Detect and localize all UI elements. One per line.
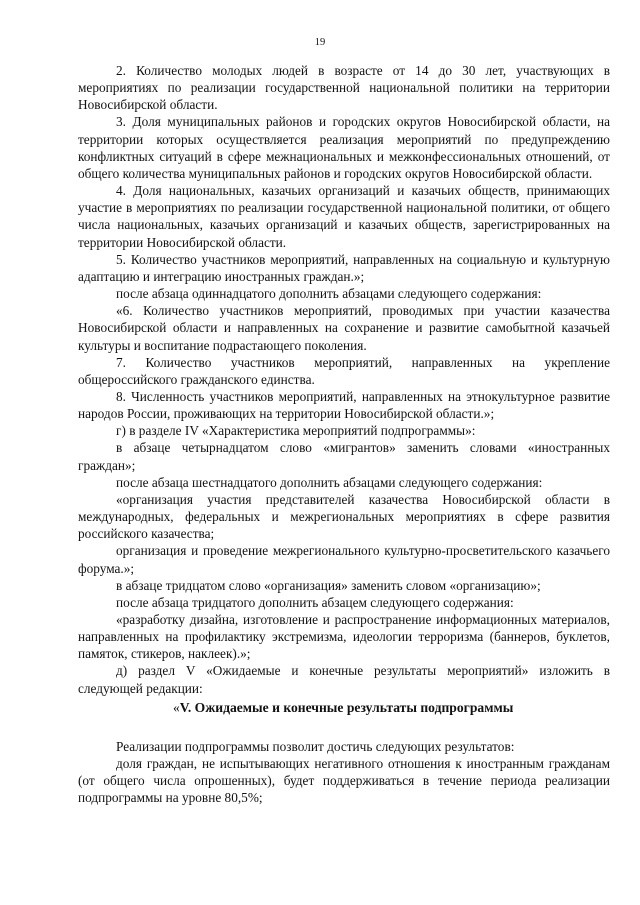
paragraph: Реализации подпрограммы позволит достичь следующих результатов:: [116, 738, 515, 754]
paragraph: г) в разделе IV «Характеристика мероприятий подпрограммы»:: [116, 423, 476, 439]
paragraph: 5. Количество участников мероприятий, направленных на социальную и культурную адаптацию и интеграцию иностранных граждан.»;: [78, 251, 610, 284]
paragraph: 2. Количество молодых людей в возрасте от 14 до 30 лет, участвующих в мероприятиях по реализации государственной национальной политики на территории Новосибирской области.: [78, 63, 610, 113]
paragraph: в абзаце четырнадцатом слово «мигрантов» заменить словами «иностранных граждан»;: [78, 440, 610, 473]
paragraph: после абзаца одиннадцатого дополнить абзацами следующего содержания:: [116, 286, 542, 302]
paragraph: после абзаца шестнадцатого дополнить абзацами следующего содержания:: [116, 474, 543, 490]
paragraph: д) раздел V «Ожидаемые и конечные результаты мероприятий» изложить в следующей редакции:: [78, 663, 610, 696]
paragraph: в абзаце тридцатом слово «организация» заменить словом «организацию»;: [116, 577, 541, 593]
paragraph: организация и проведение межрегионального культурно-просветительского казачьего форума.»;: [78, 543, 610, 576]
paragraph: 4. Доля национальных, казачьих организаций и казачьих обществ, принимающих участие в мероприятиях по реализации государственной национальной политики, от общего числа национальных, казачьих организаций и казачьих обществ, зарегистрированных на территории Новосибирской области.: [78, 183, 610, 250]
paragraph: 8. Численность участников мероприятий, направленных на этнокультурное развитие народов России, проживающих на территории Новосибирской области.»;: [78, 388, 610, 422]
paragraph: 7. Количество участников мероприятий, направленных на укрепление общероссийского гражданского единства.: [78, 354, 610, 387]
section-heading: [78, 699, 610, 716]
paragraph: «6. Количество участников мероприятий, проводимых при участии казачества Новосибирской области и направленных на сохранение и развитие самобытной казачьей культуры и воспитание подрастающего поколения.: [78, 303, 610, 353]
document-body: [78, 62, 610, 807]
paragraph: «организация участия представителей казачества Новосибирской области в международных, федеральных и межрегиональных мероприятиях в сфере развития российского казачества;: [78, 491, 610, 542]
paragraph: после абзаца тридцатого дополнить абзацем следующего содержания:: [116, 594, 514, 610]
page-number: 19: [314, 37, 326, 48]
paragraph: доля граждан, не испытывающих негативного отношения к иностранным гражданам (от общего числа опрошенных), будет поддерживаться в течение периода реализации подпрограммы на уровне 80,5%;: [78, 756, 610, 806]
paragraph: 3. Доля муниципальных районов и городских округов Новосибирской области, на территории которых осуществляется реализация мероприятий по предупреждению конфликтных ситуаций в сфере межнациональных и межконфессиональных отношений, от общего количества муниципальных районов и городских округов Новосибирской области.: [78, 114, 610, 181]
spacer: [78, 716, 610, 738]
heading-open-quote: «: [173, 699, 180, 715]
paragraph: «разработку дизайна, изготовление и распространение информационных материалов, направленных на профилактику экстремизма, идеологии терроризма (баннеров, буклетов, памяток, стикеров, наклеек).»;: [78, 612, 610, 662]
heading-text: V. Ожидаемые и конечные результаты подпрограммы: [179, 699, 514, 715]
